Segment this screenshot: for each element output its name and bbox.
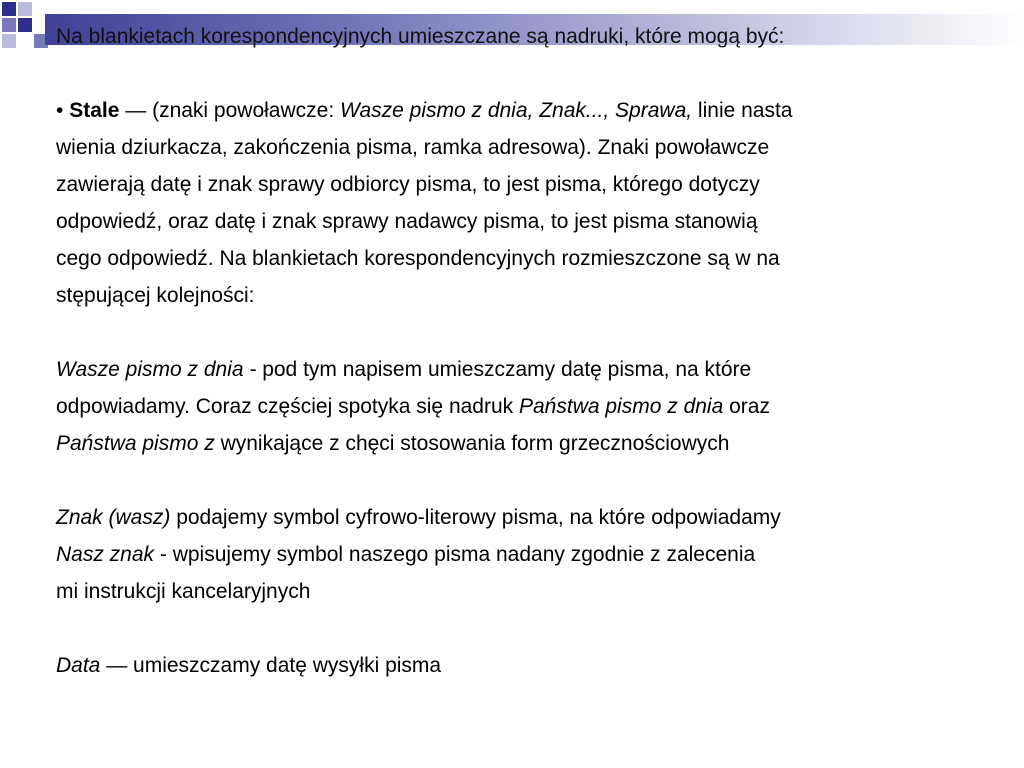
intro-text: Na blankietach korespondencyjnych umieszczane są nadruki, które mogą być:	[56, 25, 785, 48]
stale-line-6: stępującej kolejności:	[56, 284, 255, 307]
nasz-znak-line-1: Nasz znak - wpisujemy symbol naszego pisma nadany zgodnie z zalecenia	[56, 543, 756, 566]
deco-square	[18, 18, 32, 32]
stale-line-2: wienia dziurkacza, zakończenia pisma, ramka adresowa). Znaki powoławcze	[56, 136, 770, 159]
slide-body	[56, 18, 986, 684]
wasze-pismo-line-2: odpowiadamy. Coraz częściej spotyka się nadruk Państwa pismo z dnia oraz	[56, 395, 770, 418]
wasze-pismo-term: Wasze pismo z dnia -	[56, 358, 257, 381]
data-line: Data — umieszczamy datę wysyłki pisma	[56, 654, 442, 677]
intro-line	[56, 18, 986, 55]
wasze-pismo-line-3: Państwa pismo z wynikające z chęci stosowania form grzecznościowych	[56, 432, 730, 455]
stale-term: Stale	[69, 99, 120, 122]
deco-square	[2, 2, 16, 16]
deco-square	[2, 34, 16, 48]
znak-term: Znak (wasz)	[56, 506, 171, 529]
stale-line-5: cego odpowiedź. Na blankietach korespondencyjnych rozmieszczone są w na	[56, 247, 780, 270]
nasz-znak-line-2: mi instrukcji kancelaryjnych	[56, 580, 311, 603]
bullet: •	[56, 99, 64, 122]
data-term: Data	[56, 654, 101, 677]
stale-examples: Wasze pismo z dnia, Znak..., Sprawa,	[340, 99, 693, 122]
znak-line: Znak (wasz) podajemy symbol cyfrowo-literowy pisma, na które odpowiadamy	[56, 506, 781, 529]
deco-square	[2, 18, 16, 32]
stale-line-4: odpowiedź, oraz datę i znak sprawy nadawcy pisma, to jest pisma stanowią	[56, 210, 758, 233]
nasz-znak-term: Nasz znak	[56, 543, 155, 566]
wasze-pismo-line-1: Wasze pismo z dnia - pod tym napisem umieszczamy datę pisma, na które	[56, 358, 752, 381]
stale-line-3: zawierają datę i znak sprawy odbiorcy pisma, to jest pisma, którego dotyczy	[56, 173, 760, 196]
stale-line-1: • Stale — (znaki powoławcze: Wasze pismo z dnia, Znak..., Sprawa, linie nasta	[56, 99, 793, 122]
deco-square	[18, 2, 32, 16]
